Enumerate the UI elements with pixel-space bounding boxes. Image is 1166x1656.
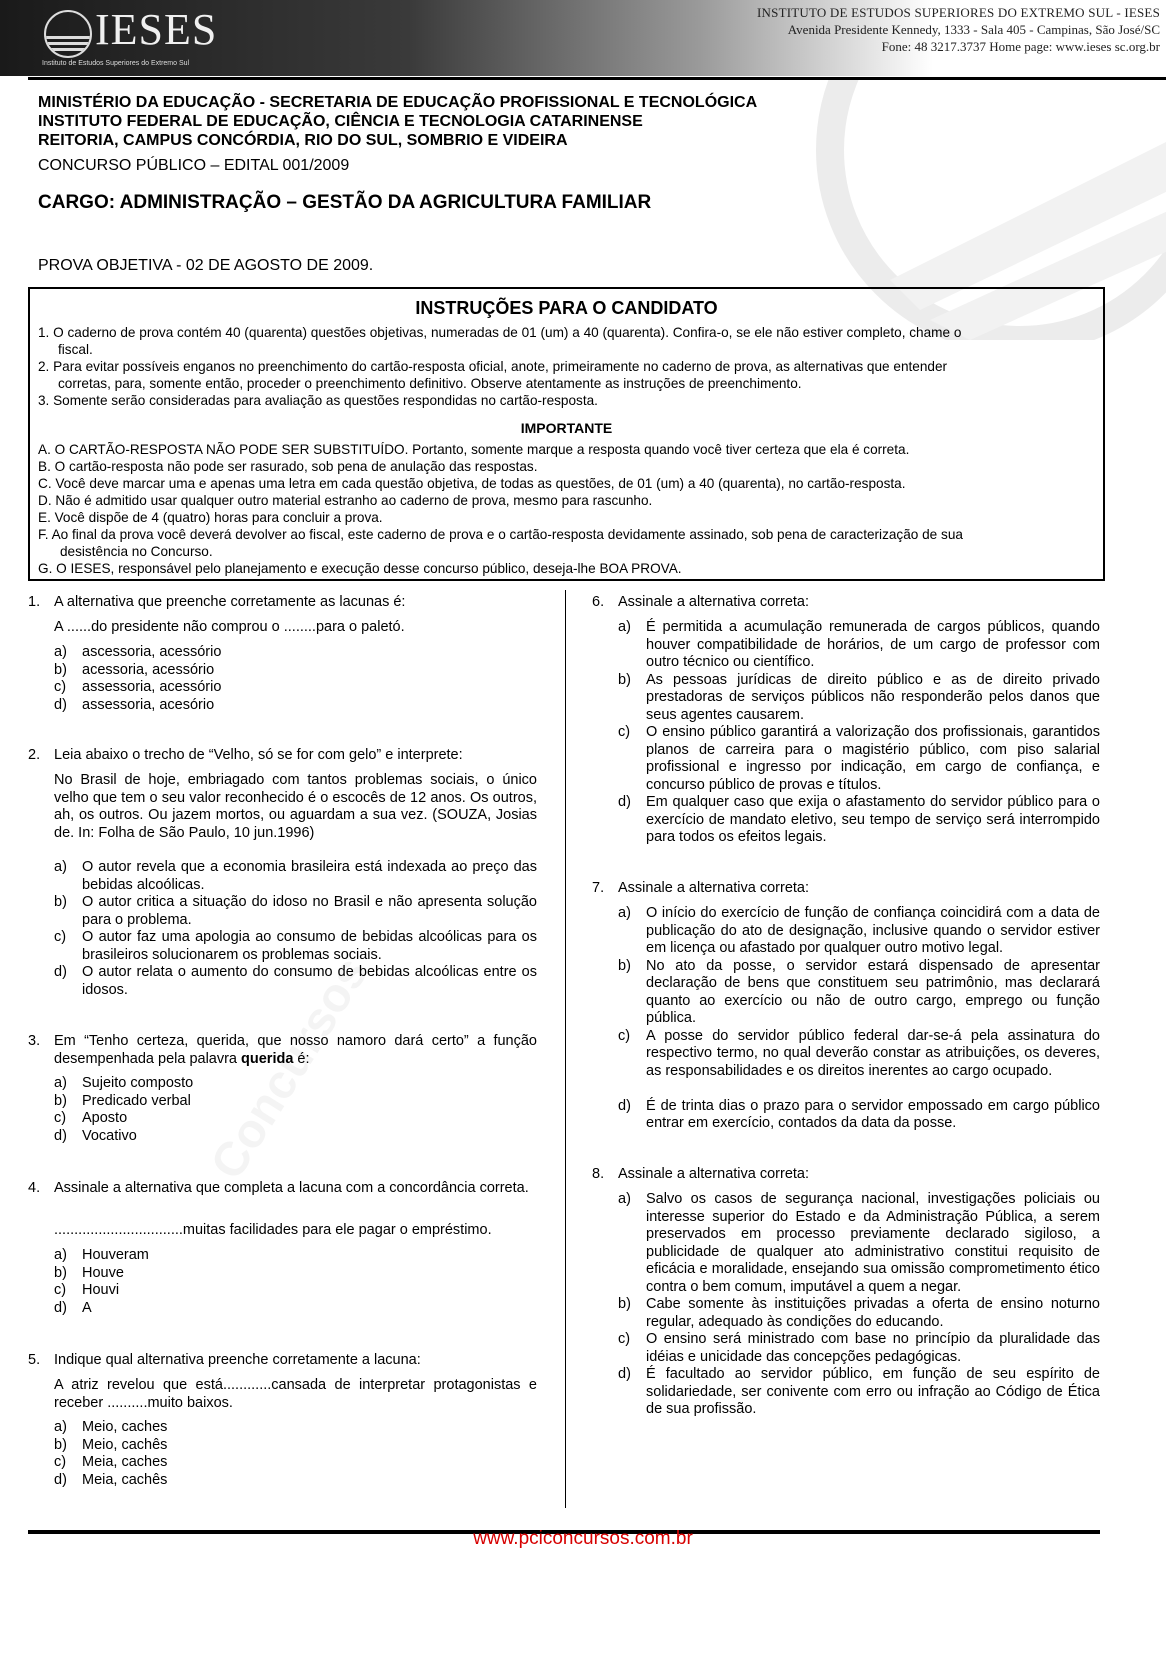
important-item: D. Não é admitido usar qualquer outro material estranho ao caderno de prova, mesmo para rascunho. [38,493,653,508]
instruction-item: corretas, para, somente então, proceder o preenchimento definitivo. Observe atentamente as instruções de preenchimento. [58,376,802,391]
ministry-line: MINISTÉRIO DA EDUCAÇÃO - SECRETARIA DE EDUCAÇÃO PROFISSIONAL E TECNOLÓGICA [38,94,758,111]
column-divider [565,590,566,1508]
important-item: desistência no Concurso. [60,544,213,559]
concurso-line: CONCURSO PÚBLICO – EDITAL 001/2009 [38,157,350,174]
question-number: 7. [592,880,605,896]
cargo-title: CARGO: ADMINISTRAÇÃO – GESTÃO DA AGRICULTURA FAMILIAR [38,192,652,213]
question-stem: A alternativa que preenche corretamente as lacunas é: [54,594,406,610]
question-number: 8. [592,1166,605,1182]
important-item: E. Você dispõe de 4 (quatro) horas para concluir a prova. [38,510,383,525]
question-number: 5. [28,1352,41,1368]
question-number: 3. [28,1033,41,1049]
important-item: F. Ao final da prova você deverá devolver ao fiscal, este caderno de prova e o cartão-resposta devidamente assinado, sob pena de caracterização de sua [38,527,963,542]
question-stem: Assinale a alternativa correta: [618,880,810,896]
campus-line: REITORIA, CAMPUS CONCÓRDIA, RIO DO SUL, SOMBRIO E VIDEIRA [38,132,568,149]
question-number: 1. [28,594,41,610]
logo-emblem-icon [44,10,92,58]
question-stem: Em “Tenho certeza, querida, que nosso namoro dará certo” a função desempenhada pela palavra querida é: [54,1033,537,1067]
highlighted-word: querida [241,1050,294,1067]
footer-link[interactable]: www.pciconcursos.com.br [473,1528,693,1549]
instructions-box [28,287,1105,581]
question-stem: Assinale a alternativa que completa a lacuna com a concordância correta. [54,1180,529,1196]
instruction-item: 1. O caderno de prova contém 40 (quarenta) questões objetivas, numeradas de 01 (um) a 40 (quarenta). Confira-o, se ele não estiver completo, chame o [38,325,962,340]
question-text: ................................muitas facilidades para ele pagar o empréstimo. [54,1222,492,1238]
institute-line: INSTITUTO FEDERAL DE EDUCAÇÃO, CIÊNCIA E TECNOLOGIA CATARINENSE [38,113,643,130]
ieses-logo [40,5,218,67]
institution-info [757,4,1160,55]
important-item: A. O CARTÃO-RESPOSTA NÃO PODE SER SUBSTITUÍDO. Portanto, somente marque a resposta quando você tiver certeza que ela é correta. [38,442,910,457]
question-text: No Brasil de hoje, embriagado com tantos problemas sociais, o único velho que tem o seu valor reconhecido é o escocês de 12 anos. Os outros, ah, os outros. Ou jazem mortos, ou aguardam a sua vez. (SOUZA, Josias de. In: Folha de São Paulo, 10 jun.1996) [54,772,537,841]
question-number: 4. [28,1180,41,1196]
instruction-item: 2. Para evitar possíveis enganos no preenchimento do cartão-resposta oficial, anote, primeiramente no caderno de prova, as alternativas que entender [38,359,948,374]
logo-name: IESES [95,5,218,54]
logo-subtitle: Instituto de Estudos Superiores do Extremo Sul [42,60,190,67]
important-title: IMPORTANTE [520,420,613,436]
institution-contact: Fone: 48 3217.3737 Home page: www.ieses sc.org.br [881,39,1160,54]
question-stem: Indique qual alternativa preenche corretamente a lacuna: [54,1352,421,1368]
question-text: A atriz revelou que está............cansada de interpretar protagonistas e receber ..........muito baixos. [54,1377,537,1411]
institution-name: INSTITUTO DE ESTUDOS SUPERIORES DO EXTREMO SUL - IESES [757,5,1160,20]
question-stem: Leia abaixo o trecho de “Velho, só se for com gelo” e interprete: [54,747,463,763]
prova-line: PROVA OBJETIVA - 02 DE AGOSTO DE 2009. [38,257,374,274]
instruction-item: 3. Somente serão consideradas para avaliação as questões respondidas no cartão-resposta. [38,393,598,408]
important-item: G. O IESES, responsável pelo planejamento e execução desse concurso público, deseja-lhe BOA PROVA. [38,561,682,576]
question-number: 6. [592,594,605,610]
question-stem: Assinale a alternativa correta: [618,594,810,610]
institution-address: Avenida Presidente Kennedy, 1333 - Sala 405 - Campinas, São José/SC [787,22,1160,37]
question-text: A ......do presidente não comprou o ........para o paletó. [54,619,405,635]
question-number: 2. [28,747,41,763]
important-item: B. O cartão-resposta não pode ser rasurado, sob pena de anulação das respostas. [38,459,538,474]
instructions-title: INSTRUÇÕES PARA O CANDIDATO [415,298,718,318]
instruction-item: fiscal. [58,342,93,357]
question-stem: Assinale a alternativa correta: [618,1166,810,1182]
important-item: C. Você deve marcar uma e apenas uma letra em cada questão objetiva, de todas as questões, de 01 (um) a 40 (quarenta), no cartão-resposta. [38,476,906,491]
